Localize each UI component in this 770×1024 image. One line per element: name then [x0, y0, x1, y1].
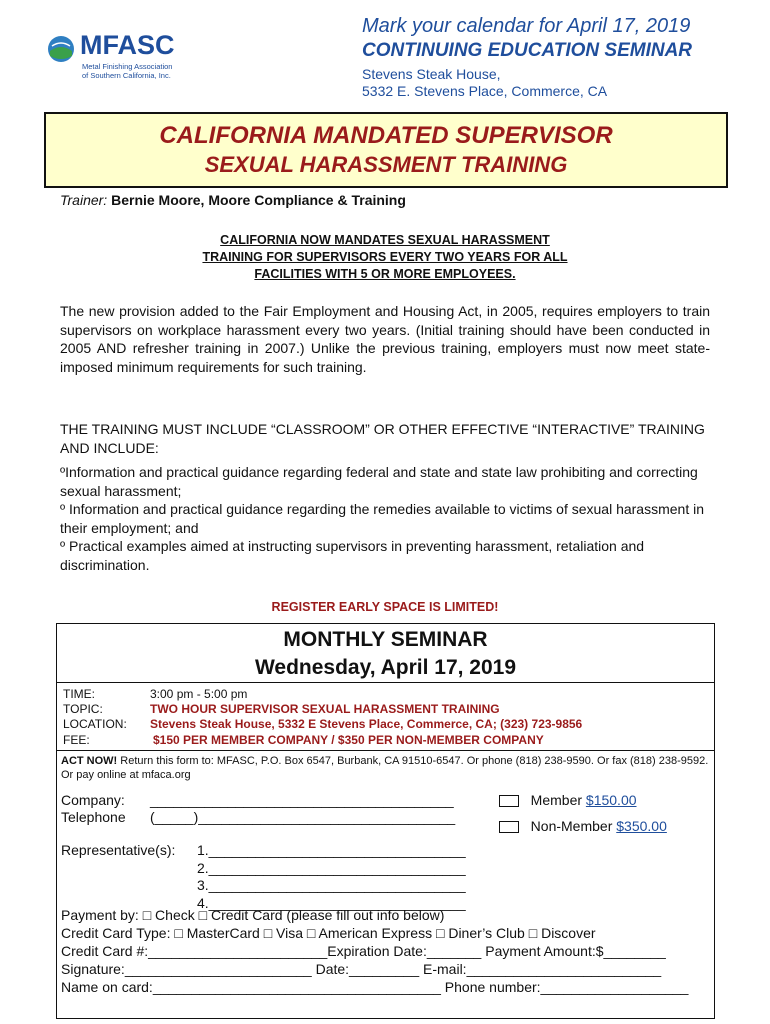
intro-paragraph: The new provision added to the Fair Employment and Housing Act, in 2005, requires employers to train supervisors on workplace harassment every two years. (Initial training should have been conducted in 2005 AND refresher training in 2007.) Unlike the previous training, employers must now meet state-imposed minimum requirements for such training.	[60, 303, 710, 375]
divider	[57, 682, 714, 683]
list-item: ºInformation and practical guidance regarding federal and state and state law prohibiting and correcting sexual harassment;	[60, 464, 698, 499]
payment-method-line[interactable]: Payment by: □ Check □ Credit Card (please fill out info below)	[61, 907, 445, 923]
registration-form-box	[56, 623, 715, 1019]
telephone-label: Telephone	[61, 809, 126, 825]
nonmember-option[interactable]: Non-Member $350.00	[499, 818, 667, 834]
fee-value: $150 PER MEMBER COMPANY / $350 PER NON-MEMBER COMPANY	[153, 733, 544, 747]
requirements-list	[60, 463, 720, 574]
title-line-2: SEXUAL HARASSMENT TRAINING	[204, 152, 568, 177]
card-type-line[interactable]: Credit Card Type: □ MasterCard □ Visa □ American Express □ Diner’s Club □ Discover	[61, 925, 596, 941]
time-value: 3:00 pm - 5:00 pm	[150, 687, 248, 701]
trainer-line: Trainer: Bernie Moore, Moore Compliance & Training	[60, 192, 406, 208]
time-label: TIME:	[63, 687, 95, 701]
representatives-label: Representative(s):	[61, 842, 176, 858]
nonmember-checkbox[interactable]	[499, 821, 519, 833]
list-item: º Information and practical guidance regarding the remedies available to victims of sexual harassment in their employment; and	[60, 501, 705, 536]
seminar-date: Wednesday, April 17, 2019	[254, 656, 517, 679]
member-checkbox[interactable]	[499, 795, 519, 807]
title-box	[44, 112, 728, 188]
mandate-notice: CALIFORNIA NOW MANDATES SEXUAL HARASSMENT TRAINING FOR SUPERVISORS EVERY TWO YEARS FOR ALL FACILITIES WITH 5 OR MORE EMPLOYEES.	[202, 233, 568, 281]
topic-label: TOPIC:	[63, 702, 103, 716]
name-on-card-line[interactable]: Name on card:_____________________________________ Phone number:___________________	[61, 979, 689, 995]
header-venue: Stevens Steak House, 5332 E. Stevens Place, Commerce, CA	[362, 66, 608, 99]
include-heading: THE TRAINING MUST INCLUDE “CLASSROOM” OR OTHER EFFECTIVE “INTERACTIVE” TRAINING AND INCLUDE:	[60, 421, 705, 456]
location-label: LOCATION:	[63, 717, 127, 731]
company-label: Company:	[61, 792, 125, 808]
title-line-1: CALIFORNIA MANDATED SUPERVISOR	[159, 122, 613, 149]
signature-line[interactable]: Signature:________________________ Date:_________ E-mail:_________________________	[61, 961, 662, 977]
company-field[interactable]: _______________________________________	[150, 792, 454, 808]
card-number-line[interactable]: Credit Card #:_______________________Expiration Date:_______ Payment Amount:$________	[61, 943, 666, 959]
header-date-line: Mark your calendar for April 17, 2019	[362, 15, 691, 37]
header-seminar-line: CONTINUING EDUCATION SEMINAR	[362, 40, 693, 61]
list-item: º Practical examples aimed at instructing supervisors in preventing harassment, retaliation and discrimination.	[60, 538, 645, 573]
logo-subtitle: Metal Finishing Association of Southern California, Inc.	[82, 62, 173, 80]
logo-globe-icon	[46, 34, 76, 64]
seminar-heading: MONTHLY SEMINAR	[283, 628, 488, 651]
act-now-instructions: ACT NOW! Return this form to: MFASC, P.O. Box 6547, Burbank, CA 91510-6547. Or phone (818) 238-9590. Or fax (818) 238-9592. Or pay online at mfaca.org	[61, 755, 709, 781]
logo-text: MFASC	[80, 30, 175, 60]
location-value: Stevens Steak House, 5332 E Stevens Place, Commerce, CA; (323) 723-9856	[150, 717, 583, 731]
divider	[57, 750, 714, 751]
representatives-fields[interactable]: 1._________________________________ 2._________________________________ 3._________________________________ 4._________________________________	[197, 842, 466, 911]
member-option[interactable]: Member $150.00	[499, 792, 637, 808]
telephone-field[interactable]: (_____)_________________________________	[150, 809, 456, 825]
fee-label: FEE:	[63, 733, 90, 747]
register-notice: REGISTER EARLY SPACE IS LIMITED!	[271, 600, 499, 614]
topic-value: TWO HOUR SUPERVISOR SEXUAL HARASSMENT TRAINING	[150, 702, 500, 716]
